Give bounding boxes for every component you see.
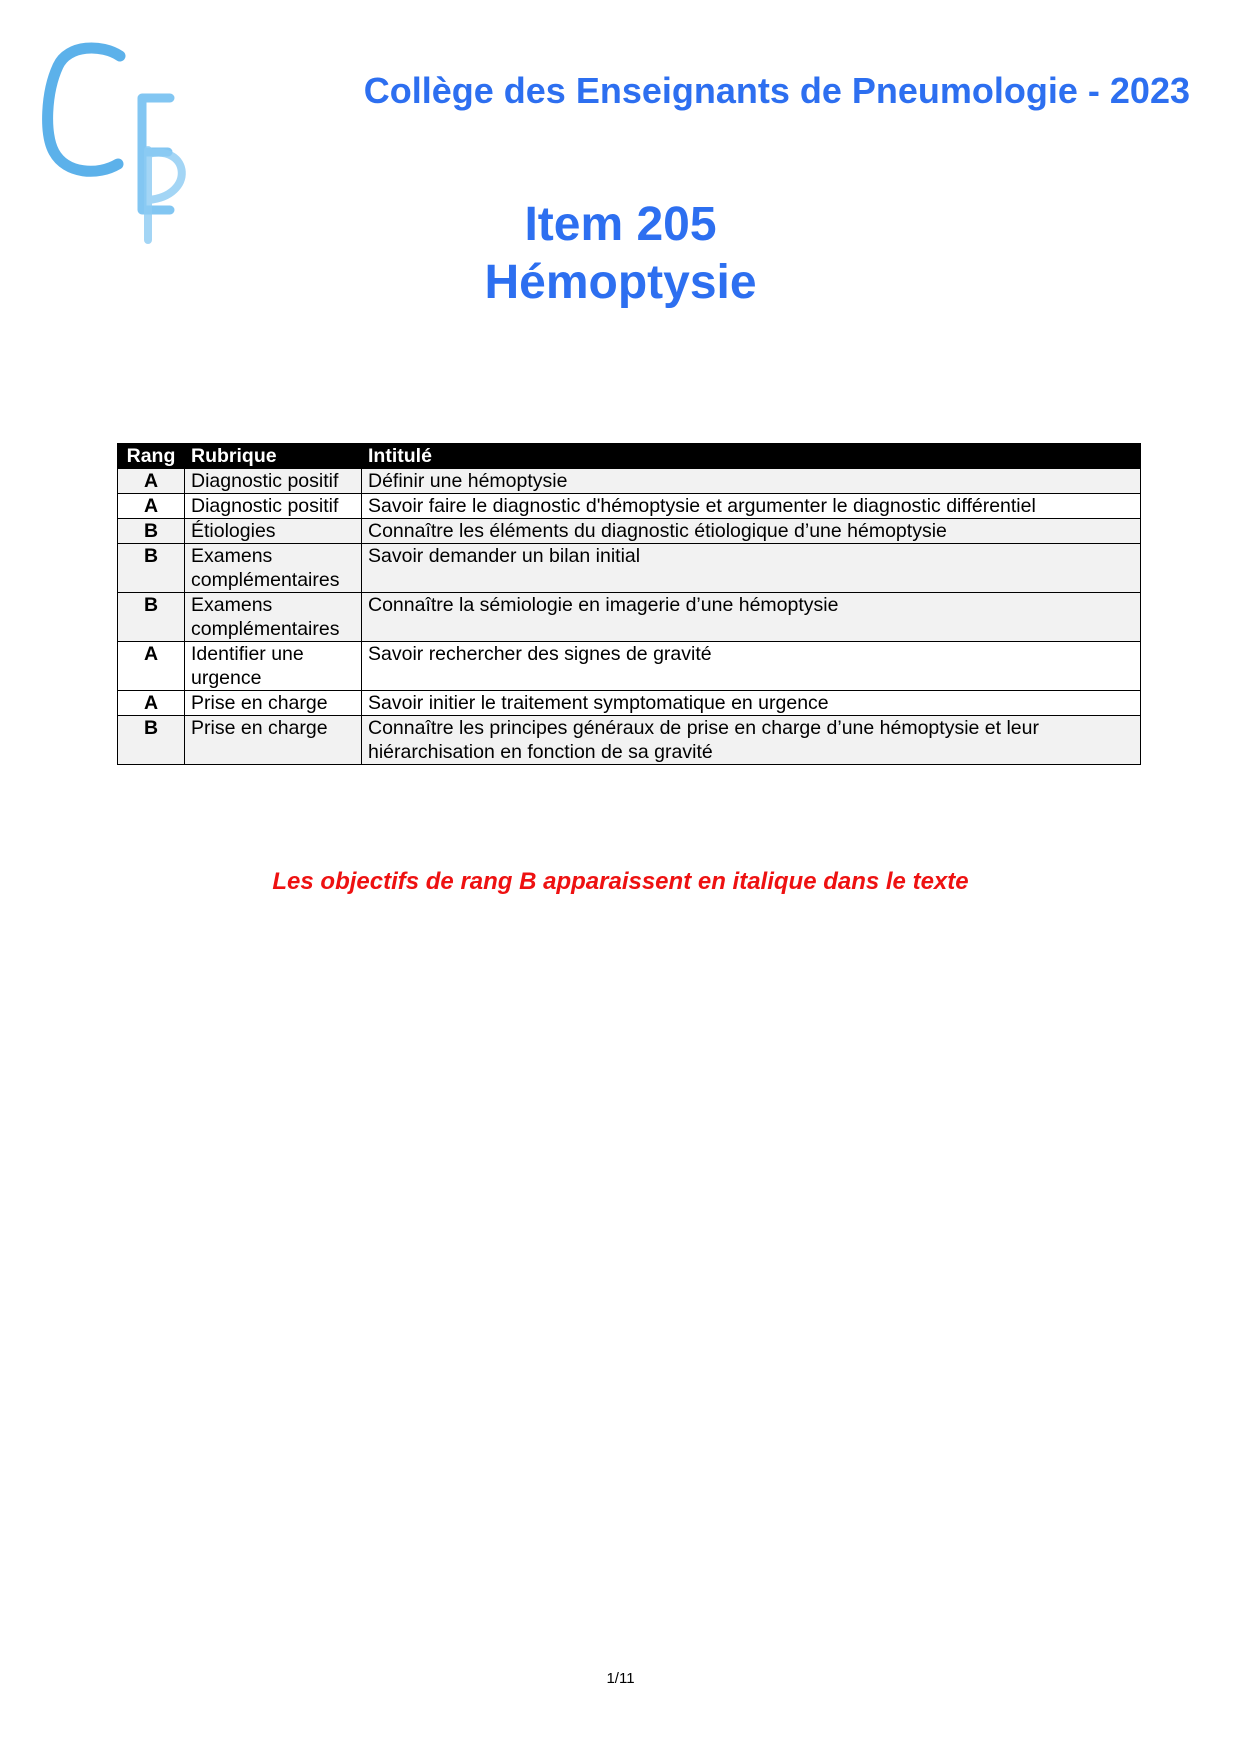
- column-header-rubrique: Rubrique: [185, 444, 362, 469]
- table-row: [118, 544, 1141, 593]
- rang-cell: A: [118, 691, 185, 716]
- rang-cell: A: [118, 469, 185, 494]
- rubrique-cell: Diagnostic positif: [185, 494, 362, 519]
- column-header-intitule: Intitulé: [362, 444, 1141, 469]
- item-number: Item 205: [524, 198, 717, 251]
- table-row: [118, 494, 1141, 519]
- table-row: [118, 691, 1141, 716]
- intitule-cell: Savoir demander un bilan initial: [362, 544, 1141, 593]
- rank-b-note: Les objectifs de rang B apparaissent en italique dans le texte: [272, 868, 969, 895]
- rubrique-cell: Prise en charge: [185, 691, 362, 716]
- rang-cell: A: [118, 642, 185, 691]
- rubrique-cell: Examens complémentaires: [185, 593, 362, 642]
- column-header-rang: Rang: [118, 444, 185, 469]
- intitule-cell: Savoir initier le traitement symptomatique en urgence: [362, 691, 1141, 716]
- table-row: [118, 469, 1141, 494]
- intitule-cell: Savoir rechercher des signes de gravité: [362, 642, 1141, 691]
- table-row: [118, 519, 1141, 544]
- rubrique-cell: Identifier une urgence: [185, 642, 362, 691]
- intitule-cell: Connaître la sémiologie en imagerie d’une hémoptysie: [362, 593, 1141, 642]
- table-row: [118, 593, 1141, 642]
- page-number: 1/11: [606, 1670, 635, 1687]
- rubrique-cell: Étiologies: [185, 519, 362, 544]
- table-row: [118, 716, 1141, 765]
- rang-cell: B: [118, 716, 185, 765]
- item-title: [0, 196, 1241, 312]
- header-title: Collège des Enseignants de Pneumologie - 2023: [363, 70, 1190, 111]
- rubrique-cell: Examens complémentaires: [185, 544, 362, 593]
- rang-cell: B: [118, 593, 185, 642]
- intitule-cell: Définir une hémoptysie: [362, 469, 1141, 494]
- table-header-row: [118, 444, 1141, 469]
- rubrique-cell: Prise en charge: [185, 716, 362, 765]
- rubrique-cell: Diagnostic positif: [185, 469, 362, 494]
- rang-cell: B: [118, 544, 185, 593]
- rang-cell: A: [118, 494, 185, 519]
- table-row: [118, 642, 1141, 691]
- rang-cell: B: [118, 519, 185, 544]
- intitule-cell: Connaître les principes généraux de prise en charge d’une hémoptysie et leur hiérarchisation en fonction de sa gravité: [362, 716, 1141, 765]
- item-name: Hémoptysie: [484, 256, 757, 309]
- intitule-cell: Connaître les éléments du diagnostic étiologique d’une hémoptysie: [362, 519, 1141, 544]
- intitule-cell: Savoir faire le diagnostic d'hémoptysie et argumenter le diagnostic différentiel: [362, 494, 1141, 519]
- objectives-table: [117, 443, 1141, 765]
